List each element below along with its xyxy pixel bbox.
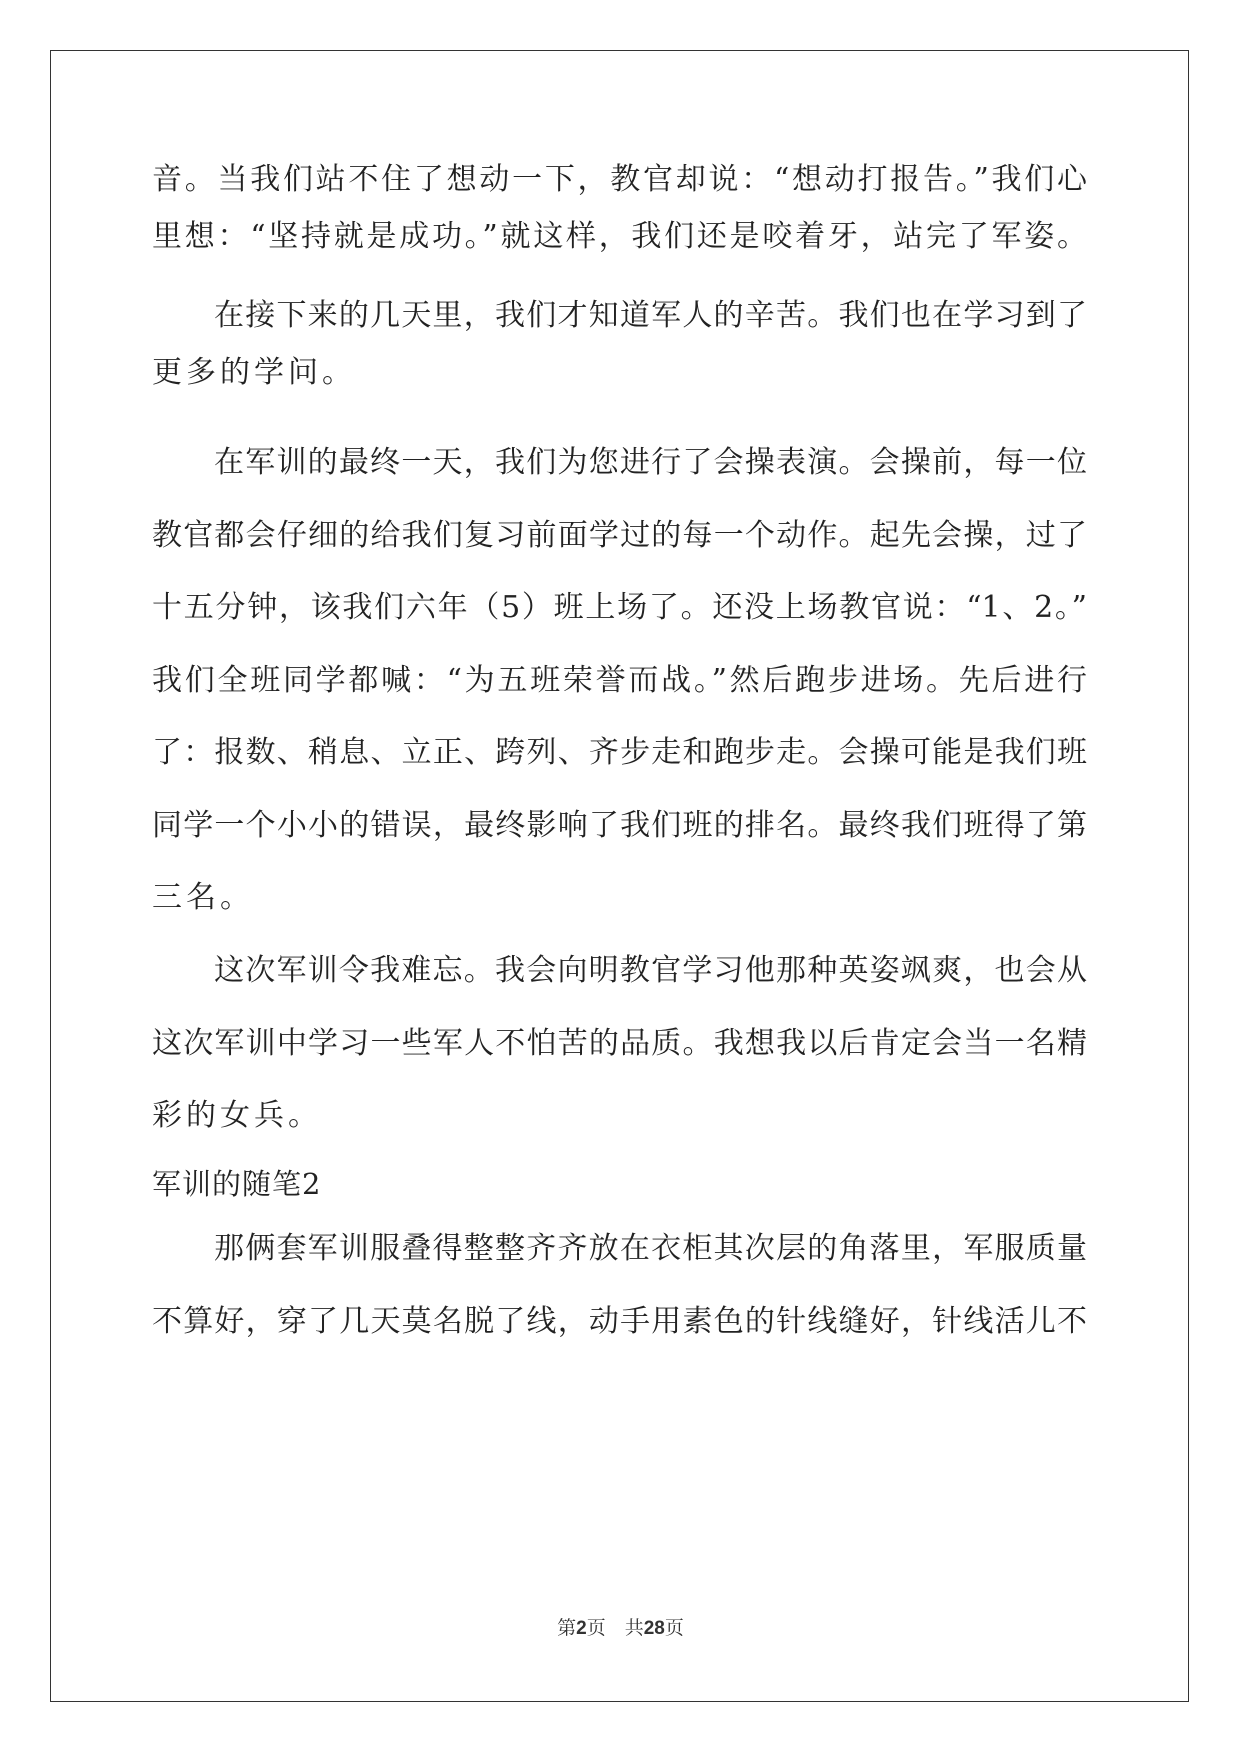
paragraph-line: 在接下来的几天里，我们才知道军人的辛苦。我们也在学习到了 xyxy=(214,298,1087,333)
paragraph-line: 这次军训令我难忘。我会向明教官学习他那种英姿飒爽，也会从 xyxy=(214,953,1087,988)
paragraph-line: 三名。 xyxy=(152,880,254,915)
paragraph-line: 教官都会仔细的给我们复习前面学过的每一个动作。起先会操，过了 xyxy=(152,518,1087,553)
paragraph-line: 我们全班同学都喊：“为五班荣誉而战。”然后跑步进场。先后进行 xyxy=(152,663,1087,698)
paragraph-line: 同学一个小小的错误，最终影响了我们班的排名。最终我们班得了第 xyxy=(152,808,1087,843)
paragraph-line: 彩的女兵。 xyxy=(152,1098,322,1133)
paragraph-line: 了：报数、稍息、立正、跨列、齐步走和跑步走。会操可能是我们班 xyxy=(152,735,1087,770)
page-suffix: 页 xyxy=(664,1617,684,1639)
paragraph-line: 十五分钟，该我们六年（5）班上场了。还没上场教官说：“1、2。” xyxy=(152,590,1087,625)
page-number xyxy=(0,1613,1241,1640)
paragraph-line: 里想：“坚持就是成功。”就这样，我们还是咬着牙，站完了军姿。 xyxy=(152,219,1087,254)
section-heading: 军训的随笔2 xyxy=(152,1167,322,1201)
page-current: 2 xyxy=(576,1618,587,1639)
page-mid: 页 共 xyxy=(586,1617,644,1639)
page-total: 28 xyxy=(643,1618,665,1639)
paragraph-line: 这次军训中学习一些军人不怕苦的品质。我想我以后肯定会当一名精 xyxy=(152,1026,1087,1061)
paragraph-line: 音。当我们站不住了想动一下，教官却说：“想动打报告。”我们心 xyxy=(152,162,1087,197)
paragraph-line: 那俩套军训服叠得整整齐齐放在衣柜其次层的角落里，军服质量 xyxy=(214,1231,1087,1266)
paragraph-line: 不算好，穿了几天莫名脱了线，动手用素色的针线缝好，针线活儿不 xyxy=(152,1304,1087,1339)
page-prefix: 第 xyxy=(557,1617,577,1639)
paragraph-line: 更多的学问。 xyxy=(152,355,356,390)
paragraph-line: 在军训的最终一天，我们为您进行了会操表演。会操前，每一位 xyxy=(214,445,1087,480)
